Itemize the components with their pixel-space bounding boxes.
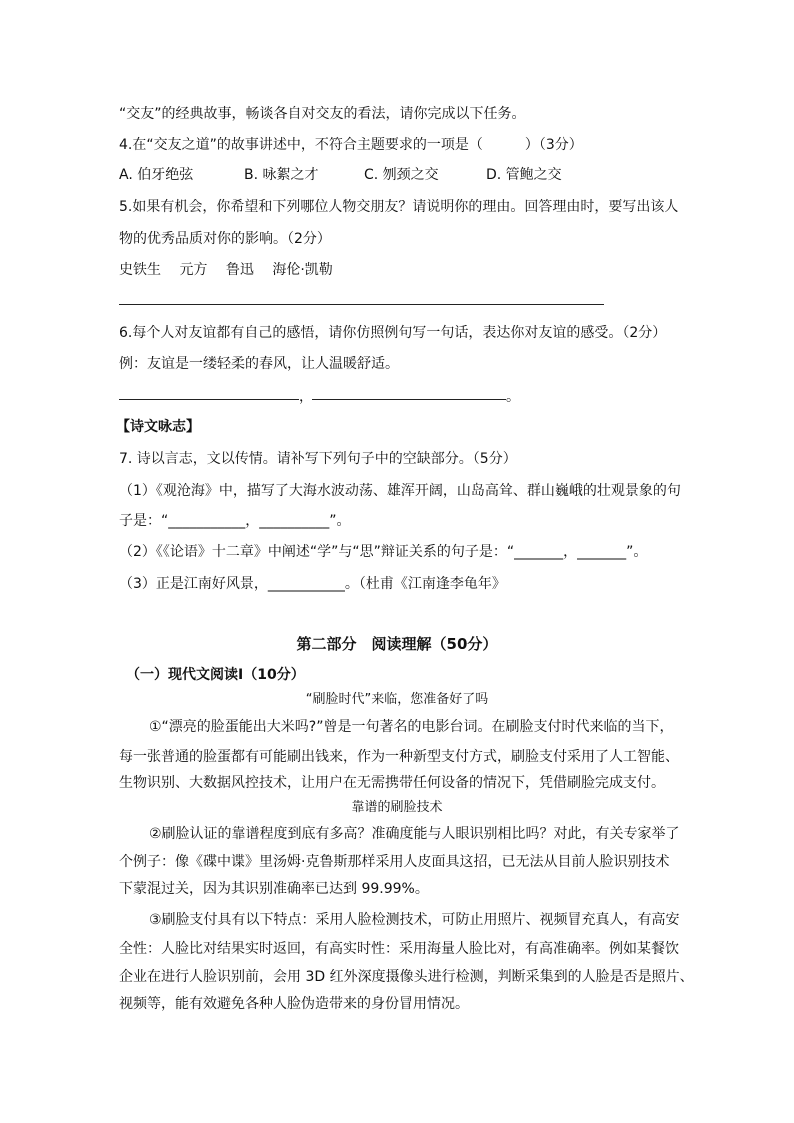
para3-line1: ③刷脸支付具有以下特点：采用人脸检测技术，可防止用照片、视频冒充真人，有高安: [149, 912, 680, 928]
person-name: 史铁生: [119, 262, 161, 278]
article-title: “刷脸时代”来临，您准备好了吗: [305, 692, 489, 707]
part2-title: 第二部分 阅读理解（50分）: [296, 635, 498, 653]
person-name: 元方: [179, 262, 208, 278]
q6-example: 例：友谊是一缕轻柔的春风，让人温暖舒适。: [119, 356, 399, 372]
para2-line3: 下蒙混过关，因为其识别准确率已达到 99.99%。: [119, 881, 429, 897]
q4-option-b: B. 咏絮之才: [244, 167, 319, 183]
section-reading-1: （一）现代文阅读Ⅰ（10分）: [126, 667, 305, 683]
section-poetry-heading: 【诗文咏志】: [116, 419, 200, 435]
person-name: 鲁迅: [225, 262, 254, 278]
q7-item1-line2: 子是：“___________，__________”。: [119, 513, 351, 529]
para3-line3: 企业在进行人脸识别前，会用 3D 红外深度摄像头进行检测，判断采集到的人脸是否是照片、: [119, 969, 694, 985]
question-5-line2: 物的优秀品质对你的影响。（2分）: [119, 231, 331, 247]
q7-item2: （2）《《论语》十二章》中阐述“学”与“思”辩证关系的句子是：“_______，_______”。: [119, 544, 648, 560]
q6-period: 。: [506, 389, 520, 405]
para1-line1: ①“漂亮的脸蛋能出大米吗?”曾是一句著名的电影台词。在刷脸支付时代来临的当下，: [149, 719, 674, 735]
q5-people-list: [119, 260, 347, 280]
q7-item1-line1: （1）《观沧海》中，描写了大海水波动荡、雄浑开阔，山岛高耸、群山巍峨的壮观景象的句: [119, 483, 681, 499]
intro-line: “交友”的经典故事，畅谈各自对交友的看法，请你完成以下任务。: [119, 106, 526, 122]
q5-answer-line: [119, 304, 604, 305]
question-7: 7. 诗以言志，文以传情。请补写下列句子中的空缺部分。（5分）: [119, 451, 517, 467]
q7-item3: （3）正是江南好风景，___________。（杜甫《江南逢李龟年》: [119, 576, 506, 592]
para2-line1: ②刷脸认证的靠谱程度到底有多高？准确度能与人眼识别相比吗？对此，有关专家举了: [149, 826, 680, 842]
q4-option-c: C. 刎颈之交: [364, 167, 439, 183]
question-4: 4.在“交友之道”的故事讲述中，不符合主题要求的一项是（ ）（3分）: [119, 137, 583, 153]
q6-comma: ，: [299, 389, 313, 405]
q6-answer-line-1: [119, 399, 299, 400]
para3-line2: 全性：人脸比对结果实时返回，有高实时性：采用海量人脸比对，有高准确率。例如某餐饮: [119, 941, 679, 957]
q4-option-d: D. 管鲍之交: [486, 167, 562, 183]
question-5-line1: 5.如果有机会，你希望和下列哪位人物交朋友？请说明你的理由。回答理由时，要写出该人: [119, 199, 679, 215]
person-name: 海伦·凯勒: [272, 262, 333, 278]
q6-answer-line-2: [312, 399, 506, 400]
article-subheading: 靠谱的刷脸技术: [351, 800, 443, 815]
para1-line3: 生物识别、大数据风控技术，让用户在无需携带任何设备的情况下，凭借刷脸完成支付。: [119, 775, 665, 791]
para1-line2: 每一张普通的脸蛋都有可能刷出钱来，作为一种新型支付方式，刷脸支付采用了人工智能、: [119, 749, 679, 765]
question-6: 6.每个人对友谊都有自己的感悟，请你仿照例句写一句话，表达你对友谊的感受。（2分）: [119, 325, 667, 341]
para2-line2: 个例子：像《碟中谍》里汤姆·克鲁斯那样采用人皮面具这招，已无法从目前人脸识别技术: [119, 854, 670, 870]
para3-line4: 视频等，能有效避免各种人脸伪造带来的身份冒用情况。: [119, 996, 469, 1012]
q4-option-a: A. 伯牙绝弦: [119, 167, 194, 183]
